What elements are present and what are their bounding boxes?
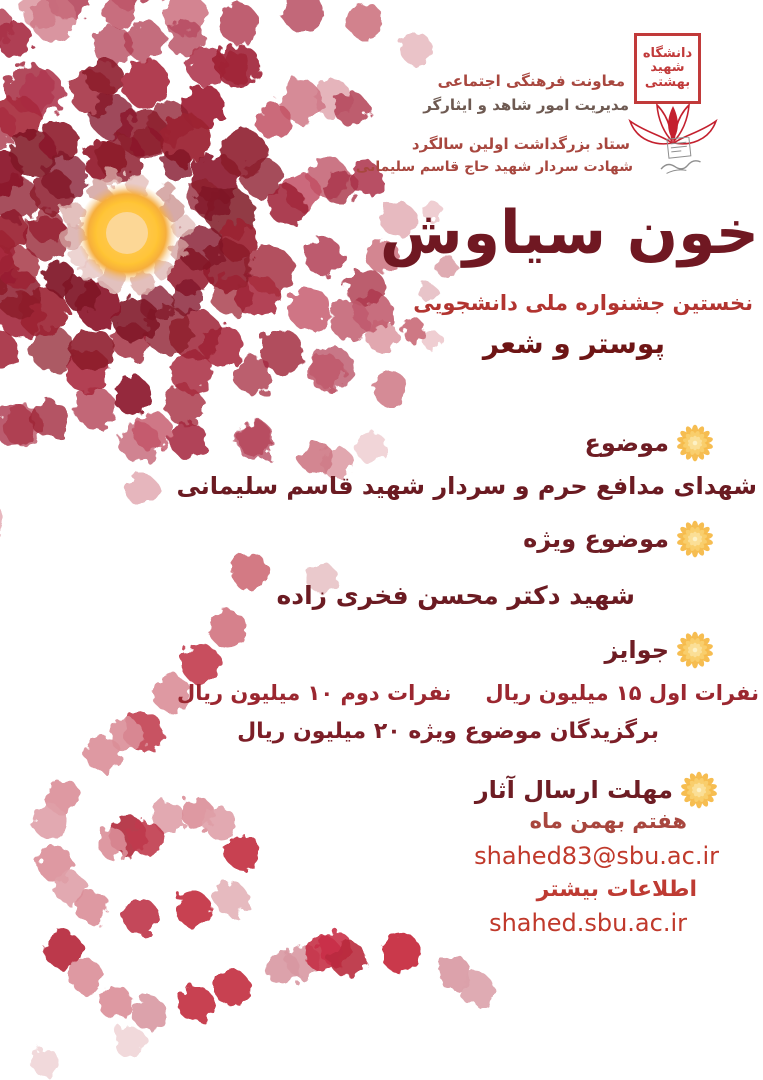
first-prize-text: نفرات اول ۱۵ میلیون ریال xyxy=(485,681,759,705)
committee-line-1: ستاد بزرگداشت اولین سالگرد xyxy=(411,135,630,153)
committee-line-2: شهادت سردار شهید حاج قاسم سلیمانی xyxy=(355,159,633,175)
prizes-line-2: برگزیدگان موضوع ویژه ۲۰ میلیون ریال xyxy=(237,719,659,744)
marigold-icon xyxy=(679,770,719,810)
section-deadline-heading xyxy=(475,770,719,810)
seal-word-2: شهید xyxy=(650,60,685,76)
deadline-heading-label: مهلت ارسال آثار xyxy=(474,776,673,804)
section-topic-heading xyxy=(584,423,715,463)
spiral-flower-cluster xyxy=(0,0,433,541)
prizes-heading-label: جوایز xyxy=(604,636,669,664)
more-info-label: اطلاعات بیشتر xyxy=(536,877,697,902)
section-special-topic-heading xyxy=(523,519,715,559)
topic-body: شهدای مدافع حرم و سردار شهید قاسم سلیمانی xyxy=(176,472,757,500)
seal-word-3: بهشتی xyxy=(644,74,691,90)
special-topic-body: شهید دکتر محسن فخری زاده xyxy=(276,581,635,610)
signature-stamp-icon xyxy=(657,137,703,179)
marigold-icon xyxy=(675,630,715,670)
org-line-2: مدیریت امور شاهد و ایثارگر xyxy=(423,96,629,114)
poster-subtitle: نخستین جشنواره ملی دانشجویی xyxy=(413,291,753,315)
poster-title: خون سیاوش xyxy=(379,198,759,268)
university-seal-logo xyxy=(634,33,701,104)
sun-core xyxy=(77,183,177,283)
poster-subtitle-2: پوستر و شعر xyxy=(482,327,665,360)
prizes-line-1 xyxy=(177,681,759,705)
special-topic-heading-label: موضوع ویژه xyxy=(523,525,669,553)
section-prizes-heading xyxy=(604,630,715,670)
website-address: shahed.sbu.ac.ir xyxy=(489,909,687,937)
marigold-icon xyxy=(675,423,715,463)
org-line-1: معاونت فرهنگی اجتماعی xyxy=(437,72,625,90)
submission-email: shahed83@sbu.ac.ir xyxy=(474,842,719,870)
seal-word-1: دانشگاه xyxy=(642,46,693,62)
topic-heading-label: موضوع xyxy=(584,429,669,457)
deadline-date: هفتم بهمن ماه xyxy=(529,809,687,833)
second-prize-text: نفرات دوم ۱۰ میلیون ریال xyxy=(177,681,452,705)
marigold-icon xyxy=(675,519,715,559)
